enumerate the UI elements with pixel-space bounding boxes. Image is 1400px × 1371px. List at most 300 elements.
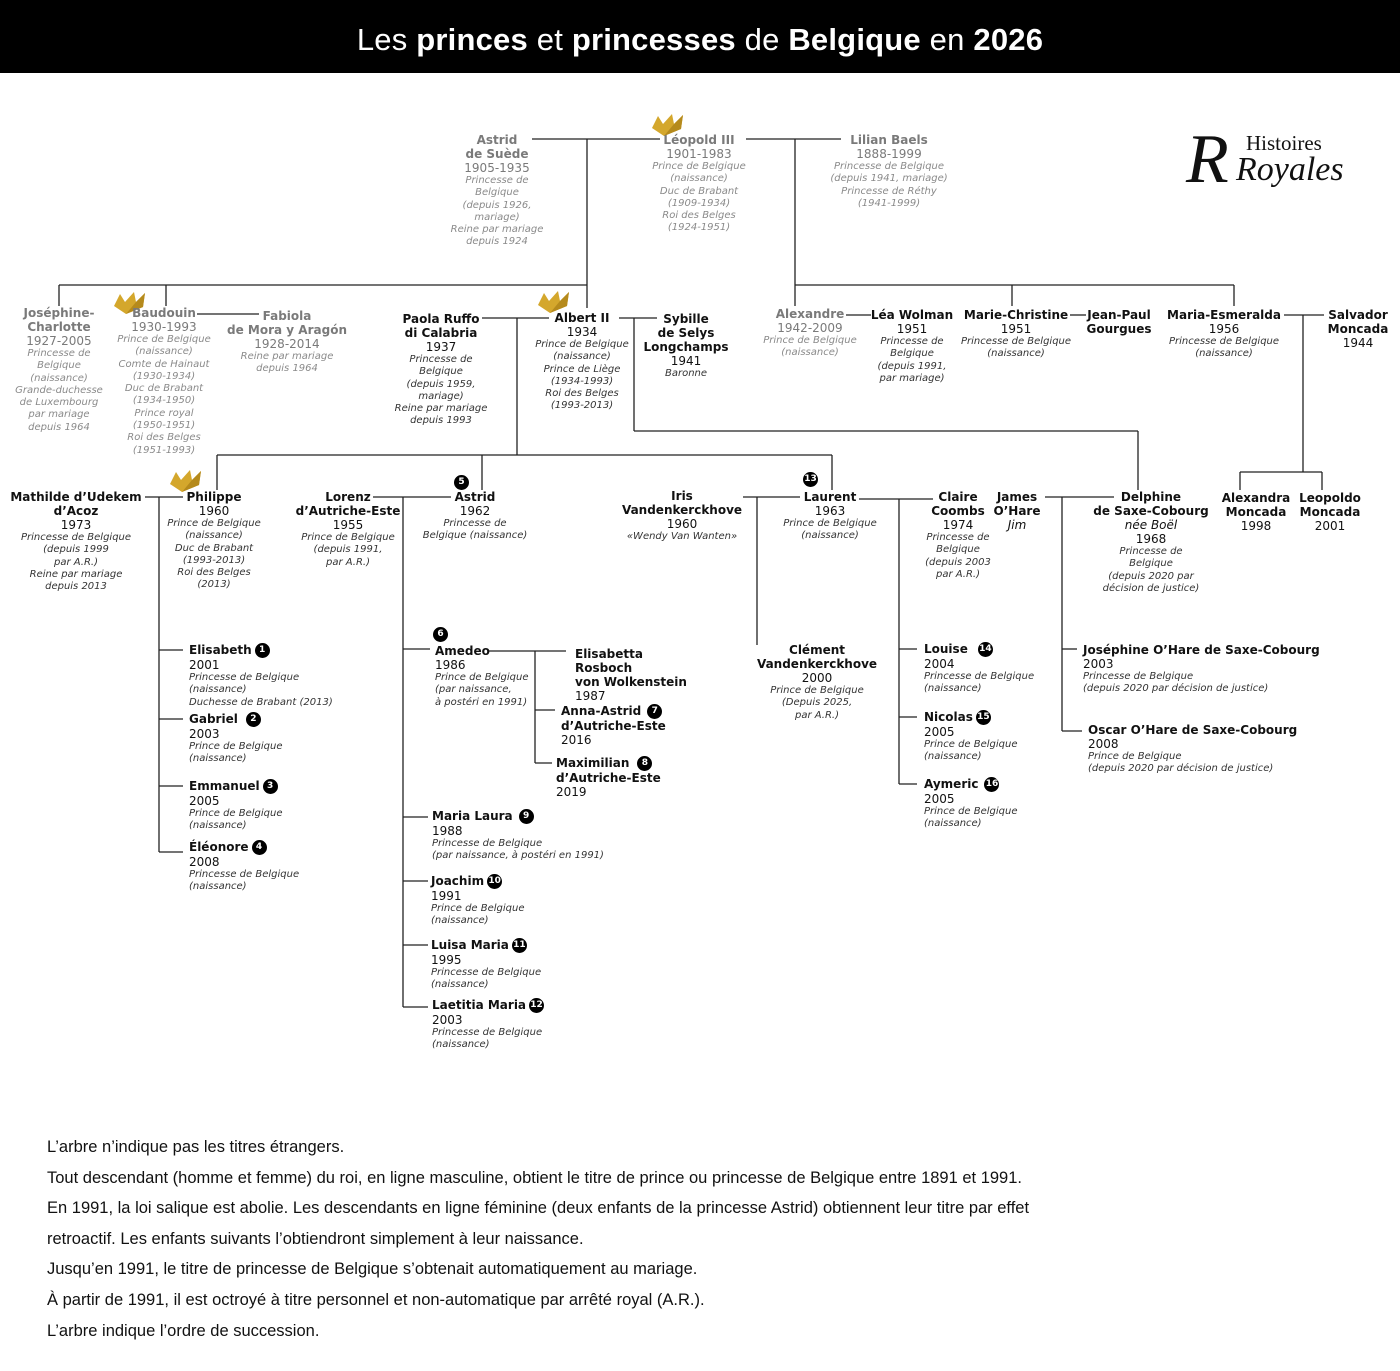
person-title: Prince de Belgique bbox=[783, 518, 877, 529]
person-years: 1927-2005 bbox=[26, 334, 92, 348]
person-title: décision de justice) bbox=[1102, 582, 1200, 594]
person-title: Prince de Belgique bbox=[535, 339, 629, 350]
person-name: Louise bbox=[924, 642, 968, 656]
person-years: 1905-1935 bbox=[464, 161, 530, 175]
person-years: 1986 bbox=[435, 658, 466, 672]
person-name: Maria Laura bbox=[432, 809, 513, 823]
person-years: 1937 bbox=[425, 340, 457, 354]
person-josephine-charlotte bbox=[15, 306, 103, 434]
crown-icon bbox=[536, 289, 570, 313]
person-years: 2016 bbox=[561, 733, 592, 747]
person-years: 1995 bbox=[431, 953, 462, 967]
person-title: depuis 2013 bbox=[45, 581, 107, 593]
footnote-line: À partir de 1991, il est octroyé à titre personnel et non-automatique par arrêté royal (A.R.). bbox=[47, 1290, 705, 1309]
person-title: Reine par mariage bbox=[394, 403, 488, 415]
person-elisabetta bbox=[575, 647, 687, 703]
person-claire-coombs bbox=[925, 490, 991, 581]
succession-rank-badge: 16 bbox=[984, 777, 999, 792]
person-name: Fabiola bbox=[262, 309, 312, 323]
person-name: Clément bbox=[789, 643, 845, 657]
person-title: par A.R.) bbox=[794, 709, 839, 721]
footnote-line: L’arbre n’indique pas les titres étrangers. bbox=[47, 1138, 345, 1156]
person-title: (naissance) bbox=[189, 881, 247, 893]
person-title: (2013) bbox=[197, 579, 231, 591]
person-title: (1934-1993) bbox=[550, 375, 614, 387]
person-title: (1909-1934) bbox=[667, 197, 731, 209]
person-name: Joachim bbox=[431, 874, 485, 888]
person-title: (1934-1950) bbox=[132, 395, 196, 407]
person-title: Princesse de Belgique bbox=[1168, 336, 1280, 347]
person-title: Reine par mariage bbox=[29, 568, 123, 580]
person-title: (naissance) bbox=[431, 979, 489, 991]
title-part: princesses bbox=[571, 22, 736, 57]
succession-rank-badge: 15 bbox=[976, 710, 991, 725]
person-name: Lilian Baels bbox=[850, 133, 928, 147]
person-luisa-maria bbox=[431, 938, 541, 992]
person-years: 1974 bbox=[942, 518, 974, 532]
succession-rank-badge: 13 bbox=[803, 472, 818, 487]
person-baudouin bbox=[117, 306, 211, 457]
person-title: (naissance) bbox=[189, 753, 247, 765]
person-title: Reine par mariage bbox=[450, 224, 544, 236]
person-years: 1991 bbox=[431, 889, 462, 903]
person-title: Belgique bbox=[1129, 558, 1173, 570]
person-title: (naissance) bbox=[987, 348, 1045, 360]
person-albert-ii bbox=[535, 311, 629, 413]
person-oscar-ohare bbox=[1088, 723, 1297, 776]
person-title: (naissance) bbox=[924, 683, 982, 695]
person-title: par mariage) bbox=[879, 372, 945, 384]
person-paola bbox=[395, 312, 488, 428]
person-years: 2008 bbox=[1088, 737, 1119, 751]
svg-text:Royales: Royales bbox=[1236, 151, 1344, 188]
person-name: Moncada bbox=[1225, 505, 1287, 519]
person-years: 1962 bbox=[459, 504, 491, 518]
person-name: Anna-Astrid bbox=[561, 704, 642, 718]
person-name: Elisabeth bbox=[189, 643, 252, 657]
person-title: Duc de Brabant bbox=[659, 185, 739, 197]
person-name: Alexandre bbox=[775, 307, 845, 321]
footnote-line: L’arbre indique l’ordre de succession. bbox=[47, 1321, 320, 1340]
person-name: Baudouin bbox=[132, 306, 196, 320]
person-leopold-iii bbox=[652, 133, 746, 235]
person-years: 1960 bbox=[198, 504, 230, 518]
person-name: James bbox=[996, 490, 1038, 504]
person-title: (depuis 1941, mariage) bbox=[830, 173, 948, 185]
footnote-line: Jusqu’en 1991, le titre de princesse de Belgique s’obtenait automatiquement au mariage. bbox=[47, 1260, 698, 1279]
person-title: Princesse de Belgique bbox=[189, 672, 300, 683]
person-years: 2005 bbox=[189, 794, 220, 808]
person-title: (par naissance, bbox=[435, 684, 512, 696]
person-astrid-de-suede bbox=[451, 133, 544, 249]
person-name: Maximilian bbox=[556, 756, 630, 770]
person-title: (depuis 1959, bbox=[406, 378, 476, 390]
person-title: Duc de Brabant bbox=[174, 542, 254, 554]
person-title: Belgique bbox=[37, 360, 81, 372]
person-title: (Depuis 2025, bbox=[781, 697, 853, 709]
person-title: Princesse de Belgique bbox=[431, 967, 542, 978]
person-title: «Wendy Van Wanten» bbox=[626, 531, 738, 542]
person-title: (1951-1993) bbox=[132, 444, 196, 456]
person-title: depuis 1924 bbox=[466, 236, 528, 248]
person-name: di Calabria bbox=[404, 326, 478, 340]
succession-rank-badge: 2 bbox=[246, 712, 261, 727]
person-title: mariage) bbox=[474, 211, 520, 223]
person-years: 1960 bbox=[666, 517, 698, 531]
person-birth-name: née Boël bbox=[1124, 518, 1178, 532]
person-name: Jean-Paul bbox=[1087, 308, 1151, 322]
person-title: (depuis 2003 bbox=[925, 556, 991, 568]
person-years: 2008 bbox=[189, 855, 220, 869]
person-title: Prince de Belgique bbox=[301, 532, 395, 543]
person-name: de Saxe-Cobourg bbox=[1093, 504, 1209, 518]
person-louise bbox=[924, 642, 1034, 696]
person-title: Princesse de bbox=[1119, 546, 1183, 557]
footnote-line: Tout descendant (homme et femme) du roi, en ligne masculine, obtient le titre de prince ou princesse de Belgique entre 1891 et 1991. bbox=[47, 1168, 1022, 1187]
person-sybille bbox=[643, 312, 728, 380]
person-title: (1941-1999) bbox=[857, 197, 921, 209]
person-name: d’Autriche-Este bbox=[561, 719, 666, 733]
title-part: princes bbox=[416, 22, 528, 57]
person-marie-christine bbox=[961, 308, 1071, 361]
person-title: (naissance) bbox=[1195, 348, 1253, 360]
person-name: Albert II bbox=[554, 311, 610, 325]
person-title: Princesse de bbox=[443, 518, 507, 529]
succession-rank-badge: 1 bbox=[255, 643, 270, 658]
svg-text:Histoires: Histoires bbox=[1246, 131, 1322, 155]
footnote-line: En 1991, la loi salique est abolie. Les descendants en ligne féminine (deux enfants de la princesse Astrid) obtiennent leur titre par effet bbox=[47, 1199, 1030, 1218]
person-name: Elisabetta bbox=[575, 647, 643, 661]
person-amedeo bbox=[435, 644, 529, 709]
person-alexandre bbox=[763, 307, 857, 360]
person-name: Laetitia Maria bbox=[432, 998, 527, 1012]
person-title: depuis 1964 bbox=[256, 363, 318, 375]
person-years: 2005 bbox=[924, 792, 955, 806]
succession-rank-badge: 11 bbox=[512, 938, 527, 953]
person-name: Leopoldo bbox=[1299, 491, 1361, 505]
person-eleonore bbox=[189, 840, 299, 894]
person-name: Astrid bbox=[476, 133, 518, 147]
succession-rank-badge: 8 bbox=[637, 756, 652, 771]
person-title: Princesse de bbox=[926, 532, 990, 543]
person-name: Joséphine O’Hare de Saxe-Cobourg bbox=[1083, 643, 1320, 657]
person-name: Maria-Esmeralda bbox=[1167, 308, 1281, 322]
person-title: (1993-2013) bbox=[550, 400, 614, 412]
person-years: 1963 bbox=[814, 504, 846, 518]
person-title: Comte de Hainaut bbox=[118, 358, 210, 370]
person-title: Baronne bbox=[664, 368, 708, 379]
person-name: Emmanuel bbox=[189, 779, 260, 793]
person-title: Princesse de Réthy bbox=[841, 185, 937, 197]
person-salvador-moncada bbox=[1328, 308, 1389, 350]
person-maria-laura bbox=[432, 809, 604, 863]
person-title: Roi des Belges bbox=[177, 567, 251, 579]
histoires-royales-logo bbox=[1172, 112, 1352, 202]
person-name: Luisa Maria bbox=[431, 938, 509, 952]
person-title: (1993-2013) bbox=[182, 554, 246, 566]
person-title: Reine par mariage bbox=[240, 351, 334, 362]
succession-rank-badge: 4 bbox=[252, 840, 267, 855]
person-years: 1930-1993 bbox=[131, 320, 197, 334]
person-lea-wolman bbox=[871, 308, 953, 385]
person-name: d’Acoz bbox=[53, 504, 99, 518]
person-name: de Selys bbox=[657, 326, 715, 340]
person-name: O’Hare bbox=[993, 504, 1041, 518]
person-title: (naissance) bbox=[924, 751, 982, 763]
person-title: Prince royal bbox=[134, 407, 194, 419]
person-title: Prince de Belgique bbox=[924, 739, 1018, 750]
person-title: de Luxembourg bbox=[19, 397, 99, 409]
person-lilian-baels bbox=[830, 133, 947, 210]
person-name: Iris bbox=[671, 489, 693, 503]
person-title: mariage) bbox=[418, 390, 464, 402]
person-title: (1930-1934) bbox=[132, 370, 196, 382]
person-title: (naissance) bbox=[781, 347, 839, 359]
person-title: (naissance) bbox=[553, 351, 611, 363]
person-title: (depuis 2020 par décision de justice) bbox=[1083, 683, 1269, 695]
person-name: Amedeo bbox=[435, 644, 490, 658]
person-title: (depuis 1991, bbox=[313, 544, 383, 556]
person-gabriel bbox=[189, 712, 283, 766]
person-title: Duc de Brabant bbox=[124, 383, 204, 395]
person-james-ohare bbox=[994, 490, 1041, 532]
person-maria-esmeralda bbox=[1167, 308, 1281, 361]
person-josephine-ohare bbox=[1083, 643, 1320, 696]
person-title: par A.R.) bbox=[326, 556, 370, 568]
person-title: (naissance) bbox=[189, 820, 247, 832]
person-title: Belgique bbox=[936, 544, 980, 556]
person-maximilian bbox=[556, 756, 661, 799]
person-years: 1987 bbox=[575, 689, 606, 703]
person-name: de Suède bbox=[465, 147, 529, 161]
person-title: Roi des Belges bbox=[545, 388, 619, 400]
person-clement bbox=[757, 643, 877, 722]
person-title: depuis 1993 bbox=[410, 415, 472, 427]
person-title: Princesse de Belgique bbox=[432, 838, 543, 849]
person-name: von Wolkenstein bbox=[575, 675, 687, 689]
person-name: Vandenkerckhove bbox=[621, 503, 743, 517]
person-title: Princesse de bbox=[27, 348, 91, 359]
person-title: Princesse de Belgique bbox=[924, 671, 1035, 682]
person-fabiola bbox=[227, 309, 347, 376]
succession-rank-badge: 5 bbox=[454, 475, 469, 490]
person-title: Prince de Liège bbox=[543, 363, 621, 375]
person-title: (naissance) bbox=[185, 530, 243, 542]
person-title: Prince de Belgique bbox=[652, 161, 746, 172]
person-title: Prince de Belgique bbox=[763, 335, 857, 346]
succession-rank-badge: 6 bbox=[433, 627, 448, 642]
person-title: par A.R.) bbox=[54, 556, 98, 568]
person-title: Prince de Belgique bbox=[117, 334, 211, 345]
person-years: 1934 bbox=[566, 325, 598, 339]
person-title: Princesse de Belgique bbox=[189, 869, 300, 880]
person-aymeric bbox=[924, 777, 1018, 831]
succession-rank-badge: 10 bbox=[487, 874, 502, 889]
person-years: 1888-1999 bbox=[856, 147, 922, 161]
person-lorenz bbox=[296, 490, 401, 569]
person-years: 2019 bbox=[556, 785, 587, 799]
person-name: Philippe bbox=[186, 490, 242, 504]
person-title: (depuis 2020 par bbox=[1108, 570, 1194, 582]
person-name: Aymeric bbox=[924, 777, 979, 791]
person-title: Prince de Belgique bbox=[1088, 751, 1182, 762]
person-title: Grande-duchesse bbox=[15, 384, 103, 396]
person-title: (naissance) bbox=[431, 915, 489, 927]
person-title: Belgique bbox=[419, 366, 463, 378]
person-title: (1950-1951) bbox=[132, 420, 196, 432]
person-years: 2003 bbox=[1083, 657, 1114, 671]
person-title: (naissance) bbox=[432, 1039, 490, 1051]
person-nicolas bbox=[924, 710, 1018, 764]
person-years: 1928-2014 bbox=[254, 337, 320, 351]
person-years: 1944 bbox=[1342, 336, 1374, 350]
person-years: 1942-2009 bbox=[777, 321, 843, 335]
person-title: Princesse de Belgique bbox=[960, 336, 1072, 347]
person-title: par A.R.) bbox=[935, 568, 980, 580]
footnotes bbox=[47, 1132, 1029, 1346]
person-alexandra-moncada bbox=[1222, 491, 1291, 533]
person-name: Oscar O’Hare de Saxe-Cobourg bbox=[1088, 723, 1298, 737]
person-years: 1941 bbox=[670, 354, 702, 368]
person-astrid bbox=[423, 490, 528, 543]
person-years: 1901-1983 bbox=[666, 147, 732, 161]
person-years: 1988 bbox=[432, 824, 463, 838]
person-title: Prince de Belgique bbox=[770, 685, 864, 696]
person-elisabeth bbox=[189, 643, 333, 709]
person-name: d’Autriche-Este bbox=[295, 504, 401, 518]
person-years: 2001 bbox=[189, 658, 220, 672]
person-title: Prince de Belgique bbox=[435, 672, 529, 683]
person-title: (naissance) bbox=[801, 530, 859, 542]
person-title: (naissance) bbox=[189, 684, 247, 696]
person-title: Princesse de bbox=[880, 336, 944, 347]
person-title: Roi des Belges bbox=[662, 210, 736, 222]
person-name: Sybille bbox=[663, 312, 709, 326]
person-joachim bbox=[431, 874, 525, 928]
person-emmanuel bbox=[189, 779, 283, 833]
person-philippe bbox=[167, 490, 261, 592]
title-part: Les bbox=[356, 22, 417, 57]
succession-rank-badge: 9 bbox=[519, 809, 534, 824]
person-name: Rosboch bbox=[575, 661, 633, 675]
succession-rank-badge: 3 bbox=[263, 779, 278, 794]
person-name: Moncada bbox=[1299, 505, 1361, 519]
person-leopoldo-moncada bbox=[1299, 491, 1361, 533]
title-part: de bbox=[735, 22, 789, 57]
succession-rank-badge: 12 bbox=[529, 998, 544, 1013]
person-years: 1973 bbox=[60, 518, 92, 532]
person-title: (depuis 2020 par décision de justice) bbox=[1088, 763, 1274, 775]
person-name: Joséphine- bbox=[23, 306, 95, 320]
person-name: Claire bbox=[938, 490, 978, 504]
title-part: Belgique bbox=[788, 22, 921, 57]
person-title: Prince de Belgique bbox=[924, 806, 1018, 817]
person-name: Lorenz bbox=[325, 490, 371, 504]
person-delphine bbox=[1093, 490, 1208, 595]
person-title: Prince de Belgique bbox=[189, 808, 283, 819]
person-title: (1924-1951) bbox=[667, 222, 731, 234]
title-part: 2026 bbox=[973, 22, 1044, 57]
person-name: Delphine bbox=[1120, 490, 1182, 504]
person-years: 2000 bbox=[801, 671, 833, 685]
person-name: Gourgues bbox=[1086, 322, 1152, 336]
person-title: (naissance) bbox=[924, 818, 982, 830]
person-title: Roi des Belges bbox=[127, 432, 201, 444]
person-title: par mariage bbox=[28, 409, 90, 421]
person-laurent bbox=[783, 490, 877, 543]
person-years: 1955 bbox=[332, 518, 364, 532]
person-name: Marie-Christine bbox=[963, 308, 1069, 322]
person-name: Mathilde d’Udekem bbox=[10, 490, 142, 504]
person-iris bbox=[622, 489, 742, 543]
person-title: (par naissance, à postéri en 1991) bbox=[432, 850, 604, 862]
person-title: Princesse de Belgique bbox=[1083, 671, 1194, 682]
person-title: Princesse de Belgique bbox=[20, 532, 132, 543]
person-name: Léa Wolman bbox=[870, 308, 954, 322]
person-name: de Mora y Aragón bbox=[227, 323, 347, 337]
person-title: depuis 1964 bbox=[28, 421, 90, 433]
person-mathilde bbox=[10, 490, 141, 593]
person-name: Léopold III bbox=[663, 133, 735, 147]
person-title: (depuis 1991, bbox=[877, 360, 947, 372]
person-title: Belgique (naissance) bbox=[422, 530, 528, 542]
person-name: Moncada bbox=[1327, 322, 1389, 336]
person-title: (naissance) bbox=[135, 346, 193, 358]
person-title: Duchesse de Brabant (2013) bbox=[189, 696, 333, 708]
person-years: 2001 bbox=[1314, 519, 1346, 533]
person-anna-astrid bbox=[561, 704, 666, 747]
person-years: 2003 bbox=[189, 727, 220, 741]
person-years: 2004 bbox=[924, 657, 955, 671]
person-nickname: Jim bbox=[1007, 518, 1027, 532]
person-name: Salvador bbox=[1328, 308, 1388, 322]
person-title: Belgique bbox=[890, 348, 934, 360]
person-name: Paola Ruffo bbox=[402, 312, 480, 326]
person-years: 1951 bbox=[896, 322, 928, 336]
person-title: Princesse de Belgique bbox=[833, 161, 945, 172]
person-name: d’Autriche-Este bbox=[556, 771, 661, 785]
person-title: Princesse de bbox=[409, 354, 473, 365]
person-name: Gabriel bbox=[189, 712, 238, 726]
person-name: Longchamps bbox=[643, 340, 729, 354]
person-title: Princesse de bbox=[465, 175, 529, 186]
person-title: Prince de Belgique bbox=[167, 518, 261, 529]
person-jean-paul-gourgues bbox=[1087, 308, 1152, 336]
crown-icon bbox=[168, 468, 202, 492]
person-years: 1951 bbox=[1000, 322, 1032, 336]
person-title: à postéri en 1991) bbox=[435, 696, 528, 708]
person-title: (depuis 1926, bbox=[462, 199, 532, 211]
succession-rank-badge: 7 bbox=[647, 704, 662, 719]
person-title: Prince de Belgique bbox=[431, 903, 525, 914]
person-name: Astrid bbox=[454, 490, 496, 504]
person-name: Éléonore bbox=[189, 840, 249, 854]
footnote-line: retroactif. Les enfants suivants l’obtiendront simplement à leur naissance. bbox=[47, 1229, 584, 1248]
person-name: Nicolas bbox=[924, 710, 973, 724]
person-years: 1968 bbox=[1135, 532, 1167, 546]
person-title: Prince de Belgique bbox=[189, 741, 283, 752]
person-title: (naissance) bbox=[670, 173, 728, 185]
succession-rank-badge: 14 bbox=[978, 642, 993, 657]
person-years: 2003 bbox=[432, 1013, 463, 1027]
svg-text:R: R bbox=[1186, 121, 1229, 198]
title-part: en bbox=[920, 22, 974, 57]
person-name: Coombs bbox=[931, 504, 985, 518]
person-name: Vandenkerckhove bbox=[756, 657, 878, 671]
title-part: et bbox=[527, 22, 572, 57]
person-years: 2005 bbox=[924, 725, 955, 739]
person-title: (depuis 1999 bbox=[43, 544, 109, 556]
